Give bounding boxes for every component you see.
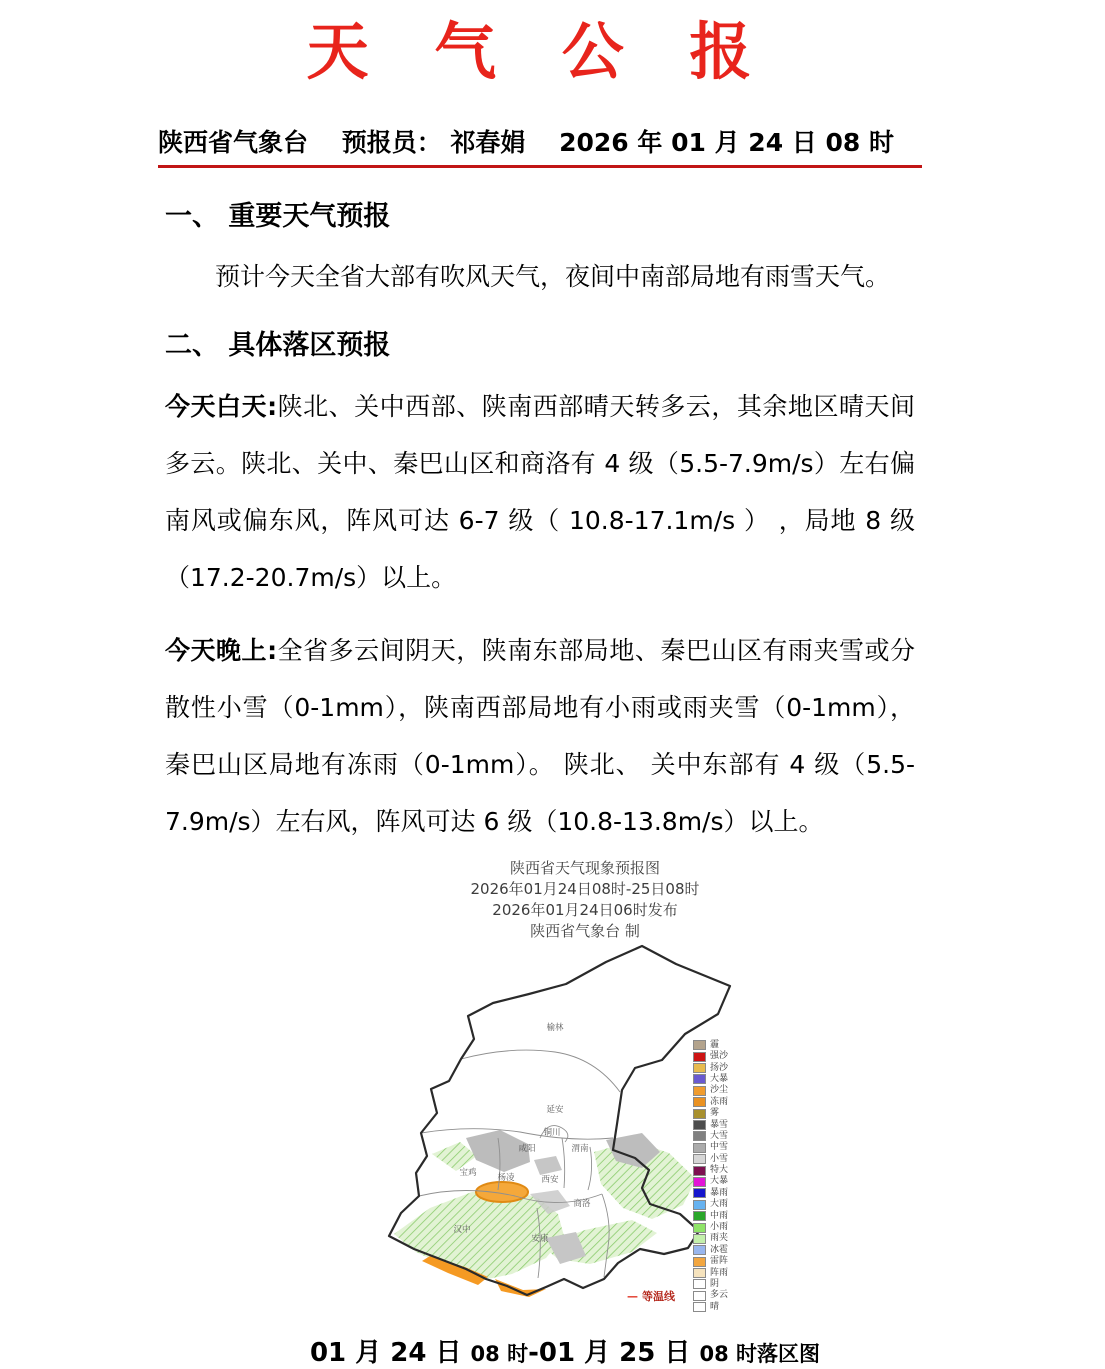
legend-swatch bbox=[693, 1268, 706, 1278]
legend-item bbox=[693, 1302, 793, 1313]
legend-item bbox=[693, 1040, 793, 1051]
map-title-line2: 2026年01月24日08时-25日08时 bbox=[470, 879, 700, 898]
legend-label: 晴 bbox=[710, 1301, 720, 1312]
map-caption bbox=[25, 1332, 1105, 1369]
legend-swatch bbox=[693, 1177, 706, 1187]
legend-swatch bbox=[693, 1234, 706, 1244]
legend-item bbox=[693, 1085, 793, 1096]
legend-swatch bbox=[693, 1279, 706, 1289]
legend-swatch bbox=[693, 1223, 706, 1233]
legend-swatch bbox=[693, 1154, 706, 1164]
doc-title: 天 气 公 报 bbox=[306, 15, 774, 88]
legend-item bbox=[693, 1131, 793, 1142]
legend-item bbox=[693, 1290, 793, 1301]
legend-label: 雨夹 bbox=[710, 1233, 729, 1244]
legend-item bbox=[693, 1176, 793, 1187]
legend-swatch bbox=[693, 1074, 706, 1084]
legend-item bbox=[693, 1222, 793, 1233]
legend-swatch bbox=[693, 1131, 706, 1141]
legend-swatch bbox=[693, 1291, 706, 1301]
legend-swatch bbox=[693, 1120, 706, 1130]
legend-swatch bbox=[693, 1097, 706, 1107]
map-city-label: 榆林 bbox=[546, 1022, 564, 1033]
map-city-label: 宝鸡 bbox=[459, 1167, 477, 1178]
legend-swatch bbox=[693, 1302, 706, 1312]
snow-area-yangling bbox=[534, 1156, 562, 1175]
legend-swatch bbox=[693, 1188, 706, 1198]
isotherm-label: 等温线 bbox=[642, 1289, 675, 1303]
legend-swatch bbox=[693, 1040, 706, 1050]
legend-label: 中雨 bbox=[710, 1210, 729, 1221]
legend-label: 阵雨 bbox=[710, 1267, 729, 1278]
legend-swatch bbox=[693, 1052, 706, 1062]
legend-label: 阴 bbox=[710, 1278, 720, 1289]
legend-item bbox=[693, 1210, 793, 1221]
legend-swatch bbox=[693, 1245, 706, 1255]
map-city-label: 咸阳 bbox=[518, 1143, 536, 1154]
caption-segment: 01 月 24 日 bbox=[309, 1337, 471, 1368]
section1-heading: 一、 重要天气预报 bbox=[165, 200, 391, 232]
map-city-label: 杨凌 bbox=[497, 1172, 515, 1183]
legend-label: 大暴 bbox=[710, 1176, 729, 1187]
legend-label: 沙尘 bbox=[710, 1085, 729, 1096]
daytime-label: 今天白天: bbox=[165, 391, 278, 421]
legend-item bbox=[693, 1154, 793, 1165]
map-title-line1: 陕西省天气现象预报图 bbox=[509, 858, 660, 877]
legend-item bbox=[693, 1051, 793, 1062]
freezing-rain-strip-south bbox=[495, 1279, 546, 1297]
legend-item bbox=[693, 1062, 793, 1073]
legend-label: 强沙 bbox=[710, 1051, 729, 1062]
legend-label: 冰雹 bbox=[710, 1244, 729, 1255]
map-legend bbox=[693, 1040, 793, 1313]
map-city-label: 渭南 bbox=[571, 1143, 589, 1154]
caption-segment: -01 月 25 日 bbox=[528, 1337, 700, 1368]
map-city-label: 安康 bbox=[531, 1233, 549, 1244]
legend-label: 多云 bbox=[710, 1290, 729, 1301]
legend-label: 大暴 bbox=[710, 1073, 729, 1084]
legend-swatch bbox=[693, 1143, 706, 1153]
legend-item bbox=[693, 1188, 793, 1199]
legend-item bbox=[693, 1256, 793, 1267]
legend-label: 雷阵 bbox=[710, 1256, 729, 1267]
legend-swatch bbox=[693, 1257, 706, 1267]
byline: 陕西省气象台 预报员： 祁春娟 2026 年 01 月 24 日 08 时 bbox=[158, 123, 922, 168]
legend-item bbox=[693, 1233, 793, 1244]
legend-swatch bbox=[693, 1200, 706, 1210]
legend-label: 冻雨 bbox=[710, 1096, 729, 1107]
legend-swatch bbox=[693, 1166, 706, 1176]
forecast-daytime-paragraph bbox=[165, 378, 915, 606]
map-title-line3: 2026年01月24日06时发布 bbox=[492, 900, 678, 919]
legend-item bbox=[693, 1074, 793, 1085]
legend-label: 霾 bbox=[710, 1039, 720, 1050]
legend-swatch bbox=[693, 1109, 706, 1119]
section2-heading: 二、 具体落区预报 bbox=[165, 329, 391, 361]
freezing-rain-ellipse-baoji bbox=[476, 1182, 528, 1202]
caption-segment: 08 时落区图 bbox=[699, 1341, 821, 1366]
legend-swatch bbox=[693, 1086, 706, 1096]
night-label: 今天晚上: bbox=[165, 635, 278, 665]
legend-item bbox=[693, 1245, 793, 1256]
legend-label: 暴雨 bbox=[710, 1187, 729, 1198]
legend-label: 大雪 bbox=[710, 1130, 729, 1141]
legend-label: 扬沙 bbox=[710, 1062, 729, 1073]
section1-body: 预计今天全省大部有吹风天气，夜间中南部局地有雨雪天气。 bbox=[215, 261, 891, 291]
legend-item bbox=[693, 1199, 793, 1210]
map-city-label: 延安 bbox=[546, 1104, 564, 1115]
legend-item bbox=[693, 1267, 793, 1278]
legend-item bbox=[693, 1097, 793, 1108]
legend-swatch bbox=[693, 1211, 706, 1221]
legend-item bbox=[693, 1142, 793, 1153]
map-title-line4: 陕西省气象台 制 bbox=[530, 921, 640, 940]
legend-swatch bbox=[693, 1063, 706, 1073]
night-text: 全省多云间阴天，陕南东部局地、秦巴山区有雨夹雪或分散性小雪（0-1mm），陕南西部局地有小雨或雨夹雪（0-1mm），秦巴山区局地有冻雨（0-1mm）。 陕北、 关中东部有 4 级（5.5-7.9m/s）左右风，阵风可达 6 级（10.8-13.8m/s）以上。 bbox=[165, 635, 915, 836]
legend-item bbox=[693, 1165, 793, 1176]
daytime-text: 陕北、关中西部、陕南西部晴天转多云，其余地区晴天间多云。陕北、关中、秦巴山区和商洛有 4 级（5.5-7.9m/s）左右偏南风或偏东风，阵风可达 6-7 级（ 10.8-17.1m/s ） ，局地 8 级（17.2-20.7m/s）以上。 bbox=[165, 391, 915, 592]
legend-label: 雾 bbox=[710, 1108, 720, 1119]
forecast-night-paragraph bbox=[165, 622, 915, 850]
legend-label: 中雪 bbox=[710, 1142, 729, 1153]
isotherm-legend bbox=[627, 1288, 675, 1304]
map-city-label: 汉中 bbox=[453, 1224, 471, 1235]
legend-label: 特大 bbox=[710, 1165, 729, 1176]
legend-item bbox=[693, 1108, 793, 1119]
forecast-map-figure bbox=[375, 858, 795, 1322]
legend-label: 小雪 bbox=[710, 1153, 729, 1164]
map-city-label: 商洛 bbox=[573, 1198, 591, 1209]
legend-item bbox=[693, 1279, 793, 1290]
map-city-label: 铜川 bbox=[543, 1127, 561, 1138]
legend-label: 暴雪 bbox=[710, 1119, 729, 1130]
caption-segment: 08 时 bbox=[470, 1341, 529, 1366]
legend-label: 小雨 bbox=[710, 1222, 729, 1233]
legend-label: 大雨 bbox=[710, 1199, 729, 1210]
legend-item bbox=[693, 1119, 793, 1130]
isotherm-line-sample: — bbox=[627, 1289, 638, 1303]
map-city-label: 西安 bbox=[541, 1174, 559, 1185]
map-titles bbox=[375, 858, 795, 942]
